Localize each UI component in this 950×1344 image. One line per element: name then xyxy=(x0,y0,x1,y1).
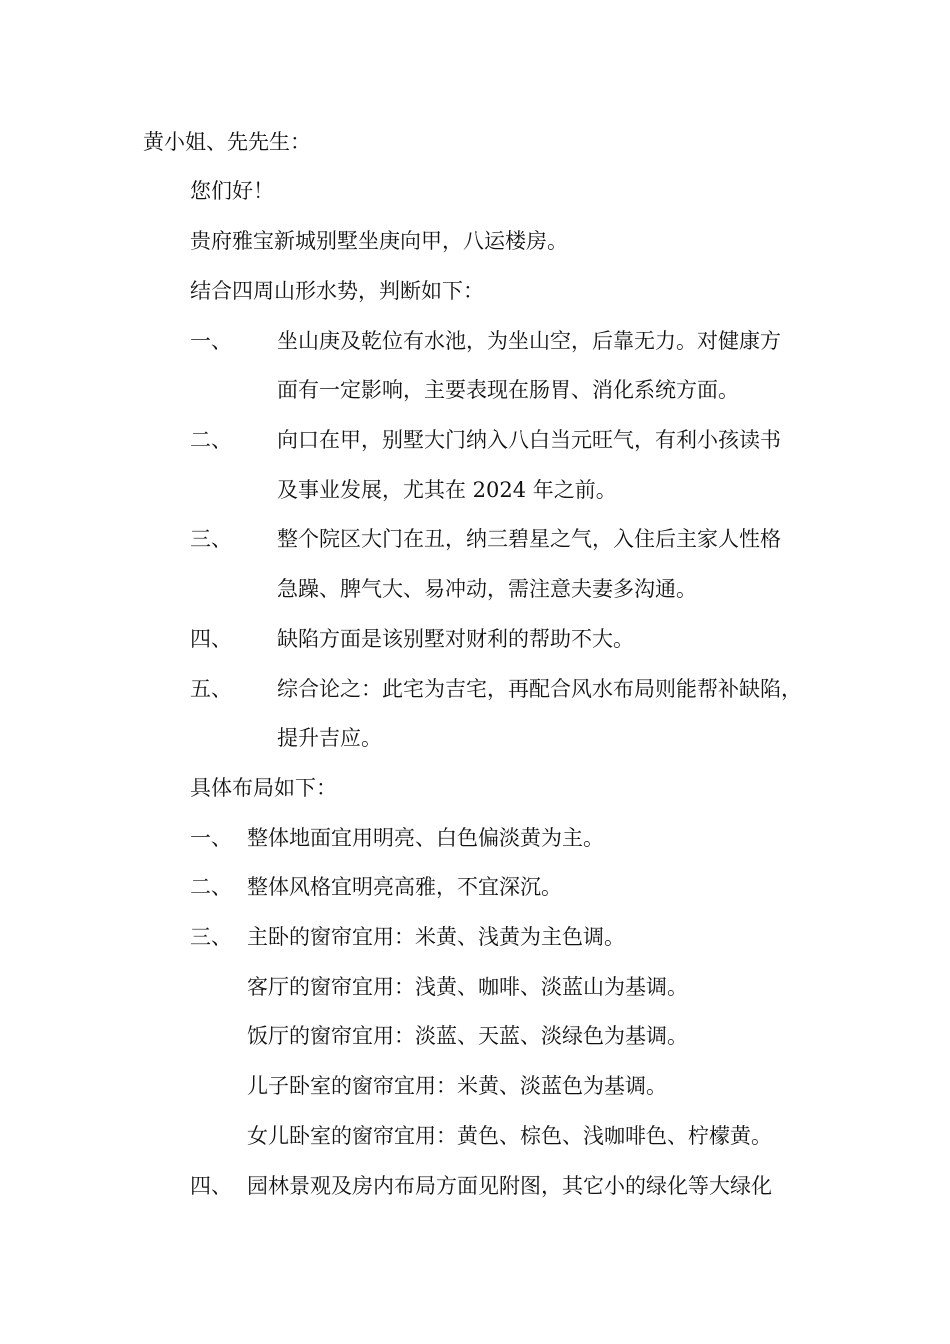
curtain-line: 儿子卧室的窗帘宜用：米黄、淡蓝色为基调。 xyxy=(247,1074,667,1098)
curtain-line: 女儿卧室的窗帘宜用：黄色、棕色、浅咖啡色、柠檬黄。 xyxy=(247,1124,772,1148)
greeting: 您们好！ xyxy=(190,179,274,203)
list-item-text: 整个院区大门在丑，纳三碧星之气，入住后主家人性格 xyxy=(277,527,781,551)
list-number: 三、 xyxy=(190,925,232,949)
list-item-text: 坐山庚及乾位有水池，为坐山空，后靠无力。对健康方 xyxy=(277,329,781,353)
list-number: 二、 xyxy=(190,875,232,899)
layout-heading: 具体布局如下： xyxy=(190,776,337,800)
list-item-text: 主卧的窗帘宜用：米黄、浅黄为主色调。 xyxy=(247,925,625,949)
curtain-line: 饭厅的窗帘宜用：淡蓝、天蓝、淡绿色为基调。 xyxy=(247,1024,688,1048)
list-item-text: 及事业发展，尤其在 2024 年之前。 xyxy=(277,478,617,502)
list-item-text: 整体地面宜用明亮、白色偏淡黄为主。 xyxy=(247,826,604,850)
list-number: 四、 xyxy=(190,1174,232,1198)
list-item-text: 面有一定影响，主要表现在肠胃、消化系统方面。 xyxy=(277,378,739,402)
list-number: 三、 xyxy=(190,527,232,551)
salutation: 黄小姐、先先生： xyxy=(143,130,311,154)
list-number: 五、 xyxy=(190,677,232,701)
judgment-heading: 结合四周山形水势，判断如下： xyxy=(190,279,484,303)
curtain-line: 客厅的窗帘宜用：浅黄、咖啡、淡蓝山为基调。 xyxy=(247,975,688,999)
list-item-text: 整体风格宜明亮高雅，不宜深沉。 xyxy=(247,875,562,899)
intro-paragraph: 贵府雅宝新城别墅坐庚向甲，八运楼房。 xyxy=(190,229,568,253)
list-number: 一、 xyxy=(190,826,232,850)
list-item-text: 提升吉应。 xyxy=(277,726,382,750)
list-item-text: 向口在甲，别墅大门纳入八白当元旺气，有利小孩读书 xyxy=(277,428,781,452)
list-item-text: 缺陷方面是该别墅对财利的帮助不大。 xyxy=(277,627,634,651)
list-item-text: 综合论之：此宅为吉宅，再配合风水布局则能帮补缺陷， xyxy=(277,677,802,701)
list-number: 四、 xyxy=(190,627,232,651)
list-item-text: 园林景观及房内布局方面见附图，其它小的绿化等大绿化 xyxy=(247,1174,772,1198)
list-item-text: 急躁、脾气大、易冲动，需注意夫妻多沟通。 xyxy=(277,577,697,601)
list-number: 一、 xyxy=(190,329,232,353)
list-number: 二、 xyxy=(190,428,232,452)
